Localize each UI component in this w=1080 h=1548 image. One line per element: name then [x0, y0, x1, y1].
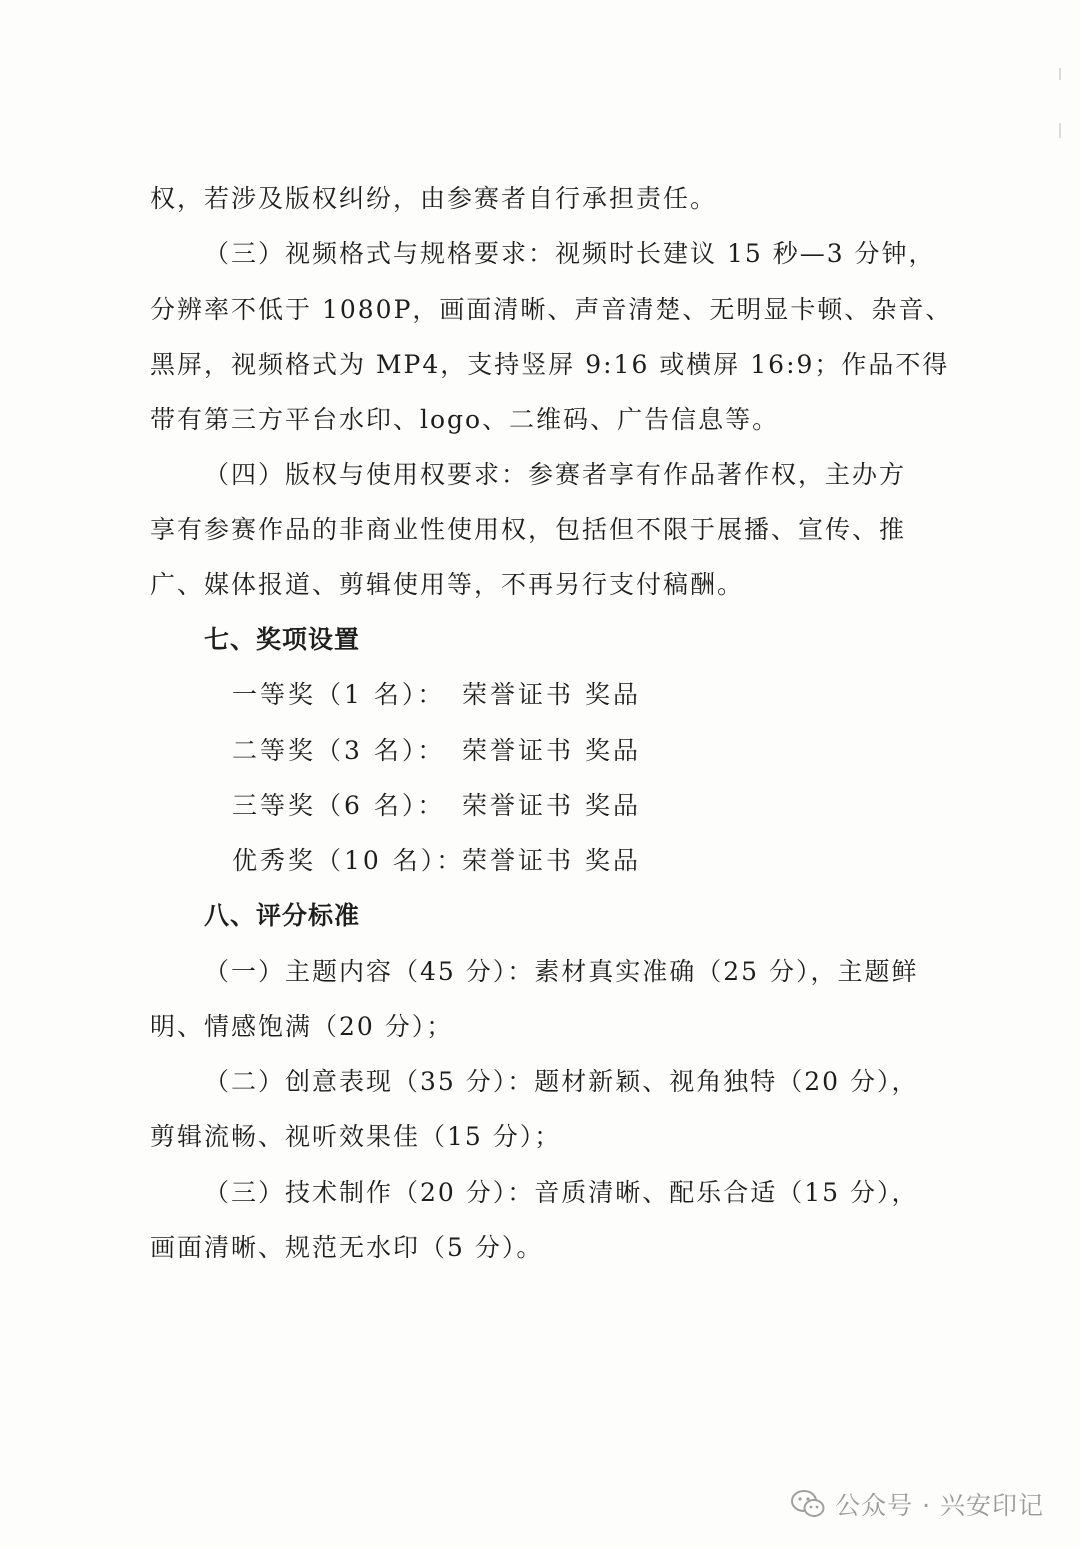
prize-name: 一等奖（1 名）：	[232, 680, 446, 709]
paragraph-line: 分辨率不低于 1080P，画面清晰、声音清楚、无明显卡顿、杂音、	[150, 295, 953, 324]
prize-name: 三等奖（6 名）：	[232, 791, 446, 820]
scoring-line: （三）技术制作（20 分）：音质清晰、配乐合适（15 分），	[204, 1178, 919, 1207]
scoring-line: 画面清晰、规范无水印（5 分）。	[150, 1233, 544, 1262]
paragraph-line: 带有第三方平台水印、logo、二维码、广告信息等。	[150, 405, 780, 434]
scoring-line: （二）创意表现（35 分）：题材新颖、视角独特（20 分），	[204, 1067, 919, 1096]
section-heading-awards: 七、奖项设置	[204, 625, 361, 654]
paragraph-line: 黑屏，视频格式为 MP4，支持竖屏 9:16 或横屏 16:9；作品不得	[150, 350, 950, 379]
scan-edge-mark	[1059, 68, 1062, 138]
scoring-line: （一）主题内容（45 分）：素材真实准确（25 分），主题鲜	[204, 957, 919, 986]
prize-name: 优秀奖（10 名）：	[232, 846, 465, 875]
section-heading-scoring: 八、评分标准	[204, 901, 361, 930]
scoring-line: 剪辑流畅、视听效果佳（15 分）；	[150, 1122, 562, 1151]
paragraph-line: 广、媒体报道、剪辑使用等，不再另行支付稿酬。	[150, 570, 745, 599]
prize-reward: 荣誉证书 奖品	[462, 736, 641, 765]
paragraph-line: 享有参赛作品的非商业性使用权，包括但不限于展播、宣传、推	[150, 515, 907, 544]
prize-reward: 荣誉证书 奖品	[462, 791, 641, 820]
prize-reward: 荣誉证书 奖品	[462, 846, 641, 875]
watermark-text: 公众号 · 兴安印记	[835, 1491, 1044, 1520]
wechat-account-watermark	[791, 1484, 1044, 1524]
wechat-icon	[791, 1489, 825, 1519]
paragraph-line: 权，若涉及版权纠纷，由参赛者自行承担责任。	[150, 184, 718, 213]
paragraph-line: （三）视频格式与规格要求：视频时长建议 15 秒—3 分钟，	[204, 239, 936, 268]
scoring-line: 明、情感饱满（20 分）；	[150, 1012, 454, 1041]
paragraph-line: （四）版权与使用权要求：参赛者享有作品著作权，主办方	[204, 460, 907, 489]
prize-name: 二等奖（3 名）：	[232, 736, 446, 765]
prize-reward: 荣誉证书 奖品	[462, 680, 641, 709]
